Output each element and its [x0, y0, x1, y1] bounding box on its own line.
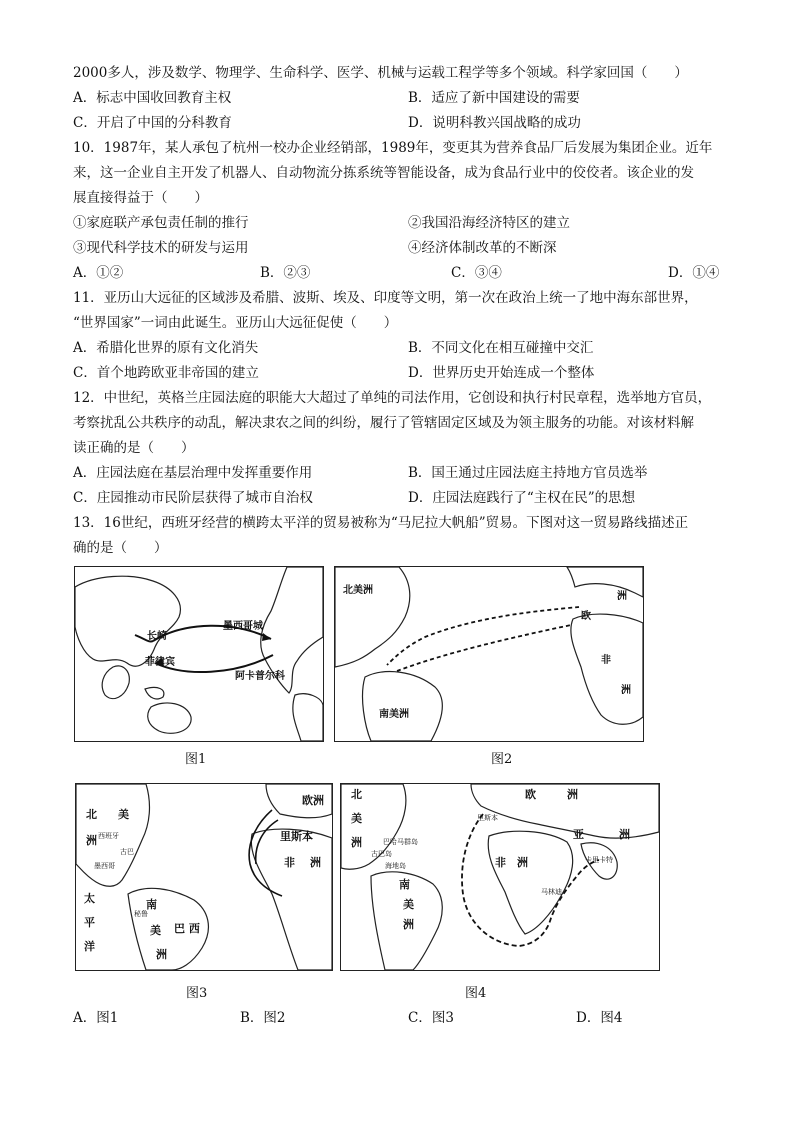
label-bei: 北 — [86, 808, 97, 821]
figure-2-routes — [387, 607, 579, 671]
africa-landmass — [571, 614, 643, 724]
label-fei: 非 — [495, 856, 506, 869]
q9-option-d[interactable]: D．说明科教兴国战略的成功 — [408, 115, 581, 131]
q9-option-b[interactable]: B．适应了新中国建设的需要 — [408, 90, 580, 106]
route-outbound — [387, 607, 579, 665]
q10-statement-1: ①家庭联产承包责任制的推行 — [73, 215, 249, 231]
label-europe: 欧洲 — [302, 794, 324, 807]
label-nan: 南 — [146, 898, 157, 911]
q10-option-b[interactable]: B．②③ — [260, 265, 311, 281]
q10-statement-4: ④经济体制改革的不断深 — [408, 240, 557, 256]
q10-option-c[interactable]: C．③④ — [451, 265, 502, 281]
label-small-4: 秘鲁 — [134, 910, 148, 918]
label-nan: 南 — [399, 878, 410, 891]
label-malindi: 马林迪 — [541, 888, 562, 896]
label-small-3: 巴哈马群岛 — [383, 838, 418, 846]
q13-option-a[interactable]: A．图1 — [73, 1010, 119, 1026]
indonesia-landmass — [145, 687, 164, 699]
figure-3-caption: 图3 — [186, 986, 208, 1001]
q13-stem-line1: 13．16世纪，西班牙经营的横跨太平洋的贸易被称为“马尼拉大帆船”贸易。下图对这一贸易路线描述正 — [73, 515, 689, 531]
label-south-america: 南美洲 — [379, 709, 409, 720]
figure-4-map — [340, 783, 660, 971]
label-mei2: 美 — [150, 924, 161, 937]
north-america-landmass — [335, 567, 410, 667]
label-zhou: 洲 — [351, 836, 362, 849]
label-acapulco: 阿卡普尔科 — [235, 671, 285, 682]
q13-option-c[interactable]: C．图3 — [408, 1010, 454, 1026]
figure-2-map — [334, 566, 644, 742]
label-ou: 欧 — [525, 788, 536, 801]
label-europe-zhou: 洲 — [617, 591, 627, 602]
q10-option-d[interactable]: D．①④ — [668, 265, 720, 281]
figure-3-landmasses — [76, 784, 332, 970]
label-lisbon: 里斯本 — [280, 830, 313, 843]
label-brazil: 巴 西 — [174, 922, 200, 935]
label-mei: 美 — [351, 812, 362, 825]
q12-option-b[interactable]: B．国王通过庄园法庭主持地方官员选举 — [408, 465, 648, 481]
asia-landmass — [75, 576, 180, 666]
label-zhou-af: 洲 — [517, 856, 528, 869]
q10-statement-2: ②我国沿海经济特区的建立 — [408, 215, 570, 231]
q10-option-a[interactable]: A．①② — [73, 265, 124, 281]
q11-option-d[interactable]: D．世界历史开始连成一个整体 — [408, 365, 595, 381]
label-africa-zhou: 洲 — [621, 685, 631, 696]
label-zhou-na: 洲 — [86, 834, 97, 847]
label-africa-fei: 非 — [601, 655, 611, 666]
eurasia-landmass — [471, 784, 659, 838]
label-tai: 太 — [84, 892, 95, 905]
figure-1-map — [74, 566, 324, 742]
australia-landmass — [148, 703, 191, 733]
africa-landmass — [251, 829, 332, 970]
label-north-america: 北美洲 — [343, 585, 373, 596]
label-ping: 平 — [84, 916, 95, 929]
q11-stem-line1: 11．亚历山大远征的区域涉及希腊、波斯、埃及、印度等文明，第一次在政治上统一了地中海东部世界， — [73, 290, 698, 306]
q9-stem: 2000多人，涉及数学、物理学、生命科学、医学、机械与运载工程学等多个领域。科学家回国（ ） — [73, 65, 688, 81]
label-zhou-af: 洲 — [310, 856, 321, 869]
figure-1-caption: 图1 — [185, 752, 207, 767]
label-small-4: 海地岛 — [385, 862, 406, 870]
label-mei: 美 — [118, 808, 129, 821]
q10-stem-line1: 10．1987年，某人承包了杭州一校办企业经销部，1989年，变更其为营养食品厂后发展为集团企业。近年 — [73, 140, 713, 156]
label-europe-ou: 欧 — [581, 611, 591, 622]
q11-option-a[interactable]: A．希腊化世界的原有文化消失 — [73, 340, 259, 356]
figure-3-map — [75, 783, 333, 971]
label-zhou-sa: 洲 — [156, 948, 167, 961]
figure-4-svg — [341, 784, 659, 970]
q12-stem-line3: 读正确的是（ ） — [73, 440, 195, 456]
q11-option-c[interactable]: C．首个地跨欧亚非帝国的建立 — [73, 365, 259, 381]
label-zhou2: 洲 — [403, 918, 414, 931]
q13-stem-line2: 确的是（ ） — [73, 540, 168, 556]
label-fei: 非 — [284, 856, 295, 869]
q9-option-c[interactable]: C．开启了中国的分科教育 — [73, 115, 232, 131]
q12-option-c[interactable]: C．庄园推动市民阶层获得了城市自治权 — [73, 490, 313, 506]
india-landmass — [102, 666, 129, 699]
q12-stem-line2: 考察扰乱公共秩序的动乱，解决隶农之间的纠纷，履行了管辖固定区域及为领主服务的功能。对该材料解 — [73, 415, 694, 431]
label-mei2: 美 — [403, 898, 414, 911]
label-yang: 洋 — [84, 940, 95, 953]
q10-stem-line2: 来，这一企业自主开发了机器人、自动物流分拣系统等智能设备，成为食品行业中的佼佼者。该企业的发 — [73, 165, 694, 181]
label-small-2: 古巴岛 — [371, 850, 392, 858]
q12-stem-line1: 12．中世纪，英格兰庄园法庭的职能大大超过了单纯的司法作用，它创设和执行村民章程，选举地方官员， — [73, 390, 712, 406]
south-america-landmass — [363, 672, 443, 741]
south-america-landmass — [293, 694, 323, 741]
label-zhou-eu: 洲 — [567, 788, 578, 801]
q11-option-b[interactable]: B．不同文化在相互碰撞中交汇 — [408, 340, 594, 356]
figure-1-svg — [75, 567, 323, 741]
label-small-3: 墨西哥 — [94, 862, 115, 870]
q9-option-a[interactable]: A．标志中国收回教育主权 — [73, 90, 232, 106]
label-calicut: 卡里卡特 — [585, 856, 613, 864]
q13-option-b[interactable]: B．图2 — [240, 1010, 286, 1026]
figure-2-svg — [335, 567, 643, 741]
africa-landmass — [488, 831, 572, 934]
route-return — [397, 625, 571, 671]
q12-option-a[interactable]: A．庄园法庭在基层治理中发挥重要作用 — [73, 465, 313, 481]
europe-landmass — [567, 567, 643, 597]
label-mexico-city: 墨西哥城 — [223, 621, 263, 632]
figure-2-caption: 图2 — [491, 752, 513, 767]
label-bei: 北 — [351, 788, 362, 801]
q11-stem-line2: “世界国家”一词由此诞生。亚历山大远征促使（ ） — [73, 315, 398, 331]
label-small-1: 西班牙 — [98, 832, 119, 840]
label-ya: 亚 — [573, 828, 584, 841]
figure-4-caption: 图4 — [465, 986, 487, 1001]
label-nagasaki: 长崎 — [147, 631, 167, 642]
q12-option-d[interactable]: D．庄园法庭践行了“主权在民”的思想 — [408, 490, 636, 506]
q10-stem-line3: 展直接得益于（ ） — [73, 190, 208, 206]
label-philippines: 菲律宾 — [145, 657, 175, 668]
label-small-2: 古巴 — [120, 848, 134, 856]
figure-3-svg — [76, 784, 332, 970]
label-small-1: 里斯本 — [477, 814, 498, 822]
q13-option-d[interactable]: D．图4 — [576, 1010, 623, 1026]
figure-1-landmasses — [75, 567, 323, 741]
label-zhou-as: 洲 — [619, 828, 630, 841]
q10-statement-3: ③现代科学技术的研发与运用 — [73, 240, 249, 256]
